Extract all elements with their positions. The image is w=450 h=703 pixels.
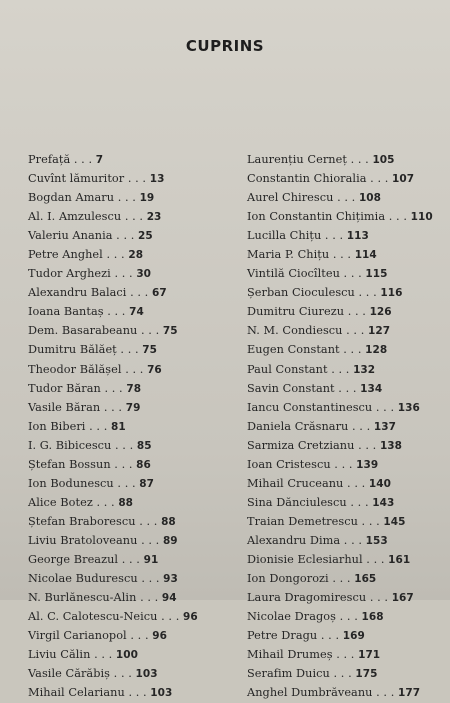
toc-entry — [247, 302, 447, 321]
toc-entry — [247, 207, 447, 226]
toc-entry-name: Vasile Cărăbiș — [28, 667, 111, 681]
toc-leader-dots: . . . — [100, 400, 126, 414]
toc-entry-name: Prefață — [28, 153, 71, 166]
toc-entry-page: 87 — [139, 477, 154, 490]
toc-entry-name: Cuvînt lămuritor — [28, 172, 125, 186]
toc-leader-dots: . . . — [110, 667, 136, 681]
toc-entry-page: 114 — [354, 249, 377, 262]
toc-entry-name: Valeriu Anania — [28, 229, 113, 243]
toc-entry — [28, 683, 228, 702]
toc-entry-page: 143 — [372, 496, 395, 509]
toc-entry-name: Dumitru Bălăeț — [28, 343, 117, 357]
toc-entry-name: Laurențiu Cerneț — [247, 153, 347, 166]
toc-entry-name: Serafim Duicu — [247, 667, 330, 681]
toc-entry-page: 86 — [136, 458, 151, 471]
toc-entry-page: 96 — [152, 630, 167, 643]
toc-entry — [247, 531, 447, 550]
toc-entry-name: Sarmiza Cretzianu — [247, 438, 355, 452]
toc-leader-dots: . . . — [114, 191, 140, 205]
toc-entry-name: Alice Botez — [28, 495, 93, 509]
toc-entry-page: 128 — [365, 344, 388, 357]
toc-entry-name: Constantin Chioralia — [247, 172, 367, 186]
toc-entry — [247, 169, 447, 188]
toc-entry-page: 177 — [398, 687, 421, 700]
toc-entry-page: 13 — [149, 173, 165, 186]
toc-entry — [28, 645, 228, 664]
toc-entry-page: 169 — [342, 630, 365, 643]
toc-entry — [28, 302, 228, 321]
toc-entry-page: 113 — [346, 230, 369, 243]
toc-entry-name: Dem. Basarabeanu — [28, 324, 138, 338]
toc-entry-name: Liviu Bratoloveanu — [28, 533, 138, 547]
toc-entry-page: 30 — [136, 268, 152, 281]
toc-entry-page: 161 — [388, 553, 411, 566]
toc-leader-dots: . . . — [121, 362, 148, 376]
toc-entry-name: Ioana Bantaș — [28, 305, 104, 319]
toc-entry — [28, 607, 228, 626]
toc-leader-dots: . . . — [70, 153, 96, 166]
toc-entry-page: 134 — [360, 382, 383, 395]
toc-entry-page: 75 — [142, 344, 157, 357]
toc-entry-name: Vasile Băran — [28, 400, 101, 414]
toc-entry — [247, 645, 447, 664]
toc-entry — [28, 340, 228, 359]
toc-entry-page: 103 — [150, 687, 173, 700]
toc-leader-dots: . . . — [85, 419, 111, 433]
toc-leader-dots: . . . — [317, 629, 343, 643]
toc-entry-page: 78 — [126, 382, 142, 395]
toc-leader-dots: . . . — [113, 476, 140, 490]
toc-column-left — [28, 150, 228, 702]
toc-entry — [28, 569, 228, 588]
toc-leader-dots: . . . — [372, 400, 398, 414]
toc-leader-dots: . . . — [372, 686, 398, 700]
toc-leader-dots: . . . — [102, 248, 129, 262]
toc-leader-dots: . . . — [329, 248, 355, 262]
toc-entry-page: 76 — [147, 363, 162, 376]
toc-entry — [28, 455, 228, 474]
toc-leader-dots: . . . — [328, 572, 355, 586]
toc-leader-dots: . . . — [121, 210, 147, 224]
toc-entry-page: 136 — [397, 401, 420, 414]
toc-entry-page: 28 — [128, 249, 144, 262]
toc-entry-name: Ion Bodunescu — [28, 476, 114, 490]
toc-entry-page: 165 — [354, 573, 377, 586]
toc-entry-name: Dionisie Eclesiarhul — [247, 552, 363, 566]
toc-entry — [247, 264, 447, 283]
toc-leader-dots: . . . — [346, 495, 373, 509]
toc-entry — [247, 493, 447, 512]
toc-entry — [247, 436, 447, 455]
toc-entry — [247, 340, 447, 359]
toc-entry-page: 137 — [373, 420, 396, 433]
toc-leader-dots: . . . — [103, 305, 130, 319]
toc-entry-name: Dumitru Ciurezu — [247, 305, 345, 319]
toc-leader-dots: . . . — [334, 381, 361, 395]
toc-entry-name: Tudor Băran — [28, 381, 101, 395]
toc-entry-page: 140 — [368, 477, 391, 490]
toc-entry-name: Liviu Călin — [28, 648, 91, 662]
toc-entry — [247, 321, 447, 340]
toc-entry-name: Nicolae Budurescu — [28, 572, 138, 586]
toc-entry-name: Savin Constant — [247, 381, 335, 395]
toc-entry-page: 171 — [358, 649, 381, 662]
toc-entry — [28, 207, 228, 226]
toc-leader-dots: . . . — [90, 648, 116, 662]
toc-entry — [247, 150, 447, 169]
toc-entry — [247, 417, 447, 436]
toc-entry-name: Sina Dănciulescu — [247, 495, 347, 509]
toc-entry-page: 94 — [161, 592, 177, 605]
toc-leader-dots: . . . — [124, 686, 151, 700]
toc-entry — [28, 188, 228, 207]
toc-leader-dots: . . . — [135, 514, 162, 528]
toc-entry-name: Vintilă Ciocîlteu — [247, 267, 340, 281]
toc-entry-name: I. G. Bibicescu — [28, 438, 112, 452]
toc-entry — [28, 321, 228, 340]
toc-entry — [247, 550, 447, 569]
toc-entry-page: 89 — [162, 534, 178, 547]
toc-entry — [247, 398, 447, 417]
toc-entry — [247, 226, 447, 245]
toc-leader-dots: . . . — [329, 667, 356, 681]
toc-leader-dots: . . . — [357, 514, 384, 528]
toc-leader-dots: . . . — [332, 648, 359, 662]
toc-entry — [28, 398, 228, 417]
toc-entry — [28, 169, 228, 188]
toc-entry-page: 85 — [136, 439, 152, 452]
toc-leader-dots: . . . — [362, 552, 389, 566]
toc-leader-dots: . . . — [118, 552, 144, 566]
toc-entry-page: 19 — [139, 192, 155, 205]
toc-leader-dots: . . . — [137, 533, 163, 547]
toc-entry-name: N. Burlănescu-Alin — [28, 591, 137, 605]
toc-entry-name: Ion Biberi — [28, 419, 86, 433]
toc-leader-dots: . . . — [342, 324, 368, 338]
toc-entry-page: 100 — [115, 649, 138, 662]
toc-leader-dots: . . . — [111, 438, 137, 452]
toc-leader-dots: . . . — [110, 457, 137, 471]
toc-entry-name: Ioan Cristescu — [247, 457, 331, 471]
toc-entry-name: Alexandru Balaci — [28, 286, 127, 300]
toc-entry-name: Daniela Crăsnaru — [247, 419, 349, 433]
toc-leader-dots: . . . — [110, 267, 137, 281]
toc-leader-dots: . . . — [116, 343, 143, 357]
toc-entry-name: Mihail Cruceanu — [247, 476, 344, 490]
toc-leader-dots: . . . — [124, 172, 150, 186]
toc-entry-page: 116 — [380, 287, 403, 300]
toc-entry — [28, 474, 228, 493]
toc-entry — [28, 626, 228, 645]
toc-leader-dots: . . . — [385, 210, 411, 224]
toc-entry — [247, 664, 447, 683]
toc-entry — [247, 188, 447, 207]
toc-column-right — [247, 150, 447, 702]
toc-entry-name: Theodor Bălășel — [28, 362, 122, 376]
toc-entry-page: 81 — [110, 420, 126, 433]
toc-entry — [28, 150, 228, 169]
toc-entry-page: 139 — [356, 458, 379, 471]
toc-entry — [28, 664, 228, 683]
toc-entry — [28, 379, 228, 398]
toc-entry-name: Eugen Constant — [247, 343, 340, 357]
toc-entry-page: 145 — [383, 515, 406, 528]
toc-entry-page: 167 — [391, 592, 414, 605]
toc-leader-dots: . . . — [339, 343, 366, 357]
toc-leader-dots: . . . — [339, 267, 366, 281]
toc-entry-page: 67 — [151, 287, 167, 300]
toc-entry — [28, 512, 228, 531]
toc-entry — [28, 417, 228, 436]
toc-entry-name: Ștefan Bossun — [28, 457, 111, 471]
toc-entry-page: 91 — [143, 553, 159, 566]
toc-entry — [247, 379, 447, 398]
toc-entry — [28, 226, 228, 245]
toc-entry — [247, 474, 447, 493]
toc-entry-page: 88 — [118, 496, 134, 509]
toc-entry-page: 96 — [183, 611, 198, 624]
toc-leader-dots: . . . — [126, 286, 152, 300]
toc-entry-name: Laura Dragomirescu — [247, 591, 367, 605]
toc-entry-name: Șerban Cioculescu — [247, 286, 355, 300]
toc-entry — [247, 283, 447, 302]
toc-entry-page: 126 — [369, 306, 392, 319]
toc-entry-name: Ion Constantin Chițimia — [247, 210, 386, 224]
toc-leader-dots: . . . — [366, 172, 393, 186]
toc-entry-name: Mihail Celarianu — [28, 686, 125, 700]
toc-entry-page: 153 — [365, 534, 388, 547]
toc-entry-page: 108 — [358, 192, 382, 205]
toc-leader-dots: . . . — [157, 610, 183, 624]
toc-entry — [28, 360, 228, 379]
toc-entry — [247, 626, 447, 645]
toc-entry — [28, 531, 228, 550]
toc-entry — [247, 360, 447, 379]
toc-entry-page: 115 — [365, 268, 388, 281]
toc-entry-name: Ion Dongorozi — [247, 572, 329, 586]
toc-entry — [28, 493, 228, 512]
toc-entry — [28, 436, 228, 455]
toc-entry-page: 107 — [392, 173, 415, 186]
toc-leader-dots: . . . — [137, 572, 164, 586]
toc-leader-dots: . . . — [344, 305, 370, 319]
toc-entry-name: Virgil Carianopol — [28, 629, 127, 643]
toc-entry-page: 93 — [163, 573, 178, 586]
toc-entry — [247, 455, 447, 474]
toc-leader-dots: . . . — [333, 191, 359, 205]
toc-entry — [247, 569, 447, 588]
page-title: CUPRINS — [185, 37, 265, 55]
toc-entry-name: Ștefan Braborescu — [28, 514, 136, 528]
toc-leader-dots: . . . — [321, 229, 347, 243]
toc-leader-dots: . . . — [340, 533, 366, 547]
toc-entry-name: Tudor Arghezi — [28, 267, 111, 281]
toc-leader-dots: . . . — [348, 419, 374, 433]
toc-entry-page: 25 — [138, 230, 153, 243]
toc-leader-dots: . . . — [354, 286, 381, 300]
toc-leader-dots: . . . — [346, 153, 373, 166]
toc-leader-dots: . . . — [92, 495, 119, 509]
toc-entry-name: Petre Anghel — [28, 248, 103, 262]
toc-entry-page: 74 — [129, 306, 144, 319]
toc-leader-dots: . . . — [366, 591, 392, 605]
toc-leader-dots: . . . — [136, 591, 162, 605]
toc-entry — [28, 283, 228, 302]
toc-entry-name: Iancu Constantinescu — [247, 400, 373, 414]
toc-entry-page: 23 — [146, 211, 162, 224]
toc-entry-name: Anghel Dumbrăveanu — [247, 686, 373, 700]
toc-entry-name: Mihail Drumeș — [247, 648, 333, 662]
toc-entry-page: 110 — [410, 211, 433, 224]
toc-entry-page: 168 — [361, 611, 384, 624]
toc-entry-name: N. M. Condiescu — [247, 324, 343, 338]
toc-entry-name: Paul Constant — [247, 362, 328, 376]
toc-leader-dots: . . . — [137, 324, 163, 338]
toc-entry — [247, 683, 447, 702]
toc-leader-dots: . . . — [354, 438, 380, 452]
toc-leader-dots: . . . — [330, 457, 357, 471]
toc-entry-page: 175 — [355, 668, 378, 681]
toc-entry-page: 105 — [372, 154, 395, 166]
toc-entry-page: 127 — [368, 325, 391, 338]
toc-leader-dots: . . . — [112, 229, 139, 243]
toc-entry — [247, 512, 447, 531]
toc-entry-name: Traian Demetrescu — [247, 514, 358, 528]
toc-entry — [28, 245, 228, 264]
toc-entry-name: Lucilla Chițu — [247, 229, 322, 243]
toc-leader-dots: . . . — [126, 629, 153, 643]
toc-leader-dots: . . . — [100, 381, 127, 395]
toc-entry-name: Petre Dragu — [247, 629, 318, 643]
toc-entry-name: Maria P. Chițu — [247, 248, 330, 262]
toc-entry-page: 7 — [95, 154, 104, 166]
toc-entry-page: 138 — [379, 439, 403, 452]
toc-entry-page: 75 — [162, 325, 178, 338]
toc-entry — [28, 588, 228, 607]
toc-leader-dots: . . . — [343, 476, 369, 490]
toc-entry — [247, 588, 447, 607]
toc-entry — [247, 245, 447, 264]
toc-entry-name: Al. C. Calotescu-Neicu — [28, 610, 158, 624]
toc-entry-name: Al. I. Amzulescu — [28, 210, 122, 224]
toc-entry-name: Alexandru Dima — [247, 533, 341, 547]
toc-entry-page: 88 — [161, 515, 176, 528]
toc-entry-name: Nicolae Dragoș — [247, 610, 336, 624]
toc-leader-dots: . . . — [335, 610, 362, 624]
toc-entry — [247, 607, 447, 626]
toc-leader-dots: . . . — [327, 362, 354, 376]
toc-entry — [28, 264, 228, 283]
toc-entry — [28, 550, 228, 569]
toc-entry-page: 103 — [135, 668, 158, 681]
toc-entry-name: Bogdan Amaru — [28, 191, 115, 205]
toc-entry-page: 79 — [125, 401, 141, 414]
toc-entry-name: George Breazul — [28, 552, 119, 566]
toc-entry-page: 132 — [353, 363, 376, 376]
toc-entry-name: Aurel Chirescu — [247, 191, 334, 205]
